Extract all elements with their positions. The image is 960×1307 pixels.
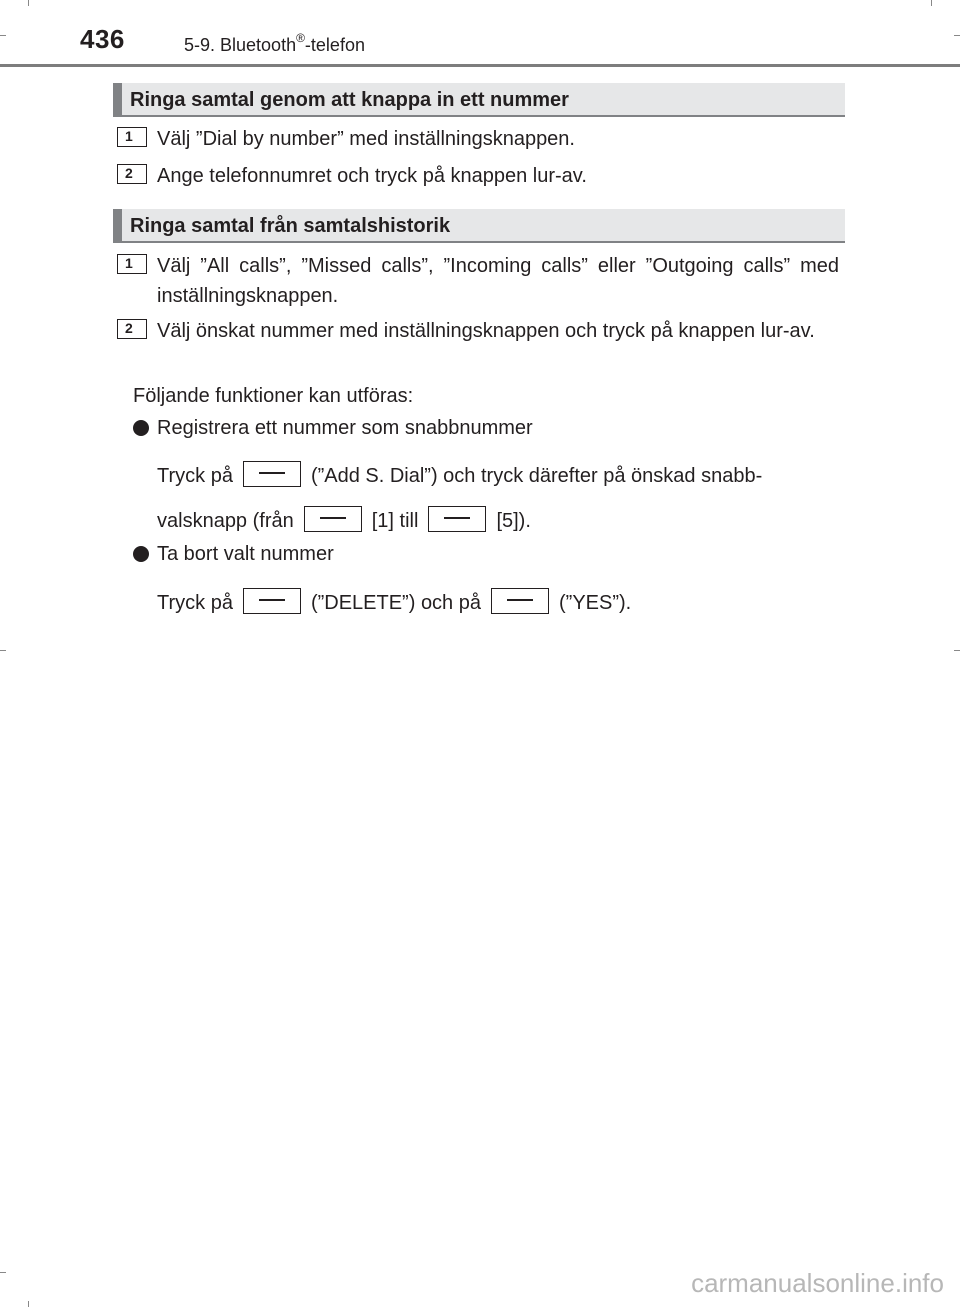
step-number: 1 (117, 254, 147, 274)
bullet-icon (133, 546, 149, 562)
crop-mark (0, 650, 6, 651)
section-heading-text: Ringa samtal från samtalshistorik (130, 215, 451, 237)
step-number: 2 (117, 164, 147, 184)
button-symbol-icon (491, 588, 549, 614)
step-number: 2 (117, 319, 147, 339)
function-instruction-line (157, 506, 531, 536)
function-instruction-line (157, 588, 631, 618)
function-title: Registrera ett nummer som snabbnummer (157, 417, 533, 439)
step-text: Välj önskat nummer med inställningsknappen och tryck på knappen lur-av. (157, 320, 815, 342)
instruction-text: (”Add S. Dial”) och tryck därefter på önskad snabb- (310, 465, 763, 487)
chapter-suffix: -telefon (304, 35, 365, 55)
functions-intro: Följande funktioner kan utföras: (133, 385, 414, 407)
instruction-text: Tryck på (157, 465, 233, 487)
page-number: 436 (80, 24, 125, 54)
bullet-icon (133, 420, 149, 436)
chapter-title (184, 33, 365, 56)
crop-mark (0, 1272, 6, 1273)
button-symbol-icon (304, 506, 362, 532)
crop-mark (954, 650, 960, 651)
button-symbol-icon (243, 461, 301, 487)
button-symbol-icon (428, 506, 486, 532)
section-heading-text: Ringa samtal genom att knappa in ett nummer (130, 89, 569, 111)
chapter-prefix: 5-9. Bluetooth (184, 35, 297, 55)
section-heading-call-history (113, 209, 845, 243)
button-symbol-icon (243, 588, 301, 614)
instruction-text: valsknapp (från (157, 510, 294, 532)
step-text: Ange telefonnumret och tryck på knappen lur-av. (157, 165, 587, 187)
function-instruction-line (157, 461, 762, 491)
instruction-text: (”DELETE”) och på (310, 592, 481, 614)
function-title: Ta bort valt nummer (157, 543, 334, 565)
step-number: 1 (117, 127, 147, 147)
instruction-text: [1] till (371, 510, 419, 532)
watermark: carmanualsonline.info (691, 1268, 944, 1298)
instruction-text: Tryck på (157, 592, 233, 614)
instruction-text: (”YES”). (559, 592, 632, 614)
instruction-text: [5]). (496, 510, 531, 532)
registered-mark: ® (296, 31, 305, 45)
header-rule (0, 64, 960, 67)
page-header (0, 0, 960, 70)
section-heading-dial-number (113, 83, 845, 117)
step-text: Välj ”Dial by number” med inställningsknappen. (157, 128, 575, 150)
crop-mark (28, 1301, 29, 1307)
step-text: Välj ”All calls”, ”Missed calls”, ”Incoming calls” eller ”Outgoing calls” med inställningsknappen. (157, 255, 839, 307)
